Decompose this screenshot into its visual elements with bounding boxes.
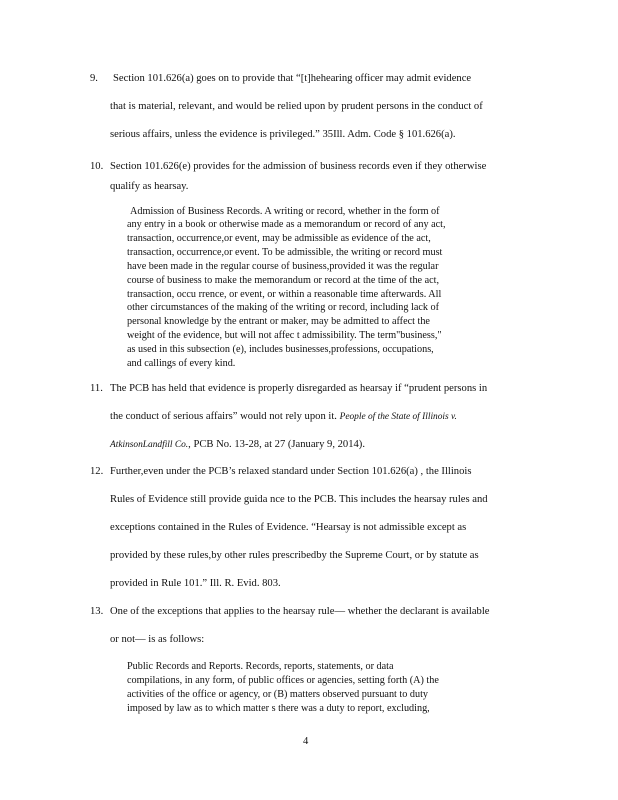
- paragraph-9-line-1: Section 101.626(a) goes on to provide that “[t]hehearing officer may admit evidence: [113, 73, 472, 84]
- page-number: 4: [303, 736, 309, 747]
- case-citation-part-2: AtkinsonLandfill Co.: [110, 440, 189, 450]
- quote1-line-1: Admission of Business Records. A writing or record, whether in the form of: [130, 206, 440, 217]
- quote1-line-10: weight of the evidence, but will not affec t admissibility. The term"business,": [127, 330, 442, 341]
- paragraph-10-number: 10.: [90, 161, 104, 172]
- paragraph-11-line-1: The PCB has held that evidence is properly disregarded as hearsay if “prudent persons in: [110, 383, 488, 394]
- quote1-line-11: as used in this subsection (e), includes businesses,professions, occupations,: [127, 344, 434, 355]
- case-citation-part-1: People of the State of Illinois v.: [339, 412, 457, 422]
- quote1-line-8: other circumstances of the making of the writing or record, including lack of: [127, 302, 440, 313]
- paragraph-13-line-2: or not— is as follows:: [110, 634, 205, 645]
- quote1-line-9: personal knowledge by the entrant or maker, may be admitted to affect the: [127, 316, 430, 327]
- paragraph-11-line-3: [110, 439, 365, 450]
- quote1-line-3: transaction, occurrence,or event, may be admissible as evidence of the act,: [127, 233, 431, 244]
- quote2-line-1: Public Records and Reports. Records, reports, statements, or data: [127, 661, 394, 672]
- paragraph-11-line-2: [110, 411, 457, 422]
- paragraph-11-line-2-text: the conduct of serious affairs” would not rely upon it.: [110, 411, 337, 422]
- quote1-line-6: course of business to make the memorandum or record at the time of the act,: [127, 275, 440, 286]
- quote1-line-4: transaction, occurrence,or event. To be admissible, the writing or record must: [127, 247, 443, 258]
- quote2-line-3: activities of the office or agency, or (B) matters observed pursuant to duty: [127, 689, 429, 700]
- paragraph-11-number: 11.: [90, 383, 103, 394]
- paragraph-12-number: 12.: [90, 466, 104, 477]
- case-citation-rest: , PCB No. 13-28, at 27 (January 9, 2014).: [188, 439, 365, 450]
- paragraph-12-line-5: provided in Rule 101.” Ill. R. Evid. 803.: [110, 578, 281, 589]
- paragraph-12-line-2: Rules of Evidence still provide guida nce to the PCB. This includes the hearsay rules and: [110, 494, 488, 505]
- paragraph-13-number: 13.: [90, 606, 104, 617]
- paragraph-9-line-2: that is material, relevant, and would be relied upon by prudent persons in the conduct of: [110, 101, 483, 112]
- paragraph-13-line-1: One of the exceptions that applies to the hearsay rule— whether the declarant is available: [110, 606, 490, 617]
- quote2-line-4: imposed by law as to which matter s there was a duty to report, excluding,: [127, 703, 430, 714]
- quote1-line-5: have been made in the regular course of business,provided it was the regular: [127, 261, 439, 272]
- quote1-line-2: any entry in a book or otherwise made as a memorandum or record of any act,: [127, 219, 446, 230]
- paragraph-10-line-1: Section 101.626(e) provides for the admission of business records even if they otherwise: [110, 161, 487, 172]
- paragraph-12-line-1: Further,even under the PCB’s relaxed standard under Section 101.626(a) , the Illinois: [110, 466, 472, 477]
- paragraph-12-line-4: provided by these rules,by other rules prescribedby the Supreme Court, or by statute as: [110, 550, 479, 561]
- paragraph-9-line-3: serious affairs, unless the evidence is privileged.” 35Ill. Adm. Code § 101.626(a).: [110, 129, 456, 140]
- paragraph-12-line-3: exceptions contained in the Rules of Evidence. “Hearsay is not admissible except as: [110, 522, 467, 533]
- paragraph-10-line-2: qualify as hearsay.: [110, 181, 189, 192]
- quote2-line-2: compilations, in any form, of public offices or agencies, setting forth (A) the: [127, 675, 439, 686]
- quote1-line-7: transaction, occu rrence, or event, or within a reasonable time afterwards. All: [127, 289, 442, 300]
- quote1-line-12: and callings of every kind.: [127, 358, 236, 369]
- paragraph-9-number: 9.: [90, 73, 98, 84]
